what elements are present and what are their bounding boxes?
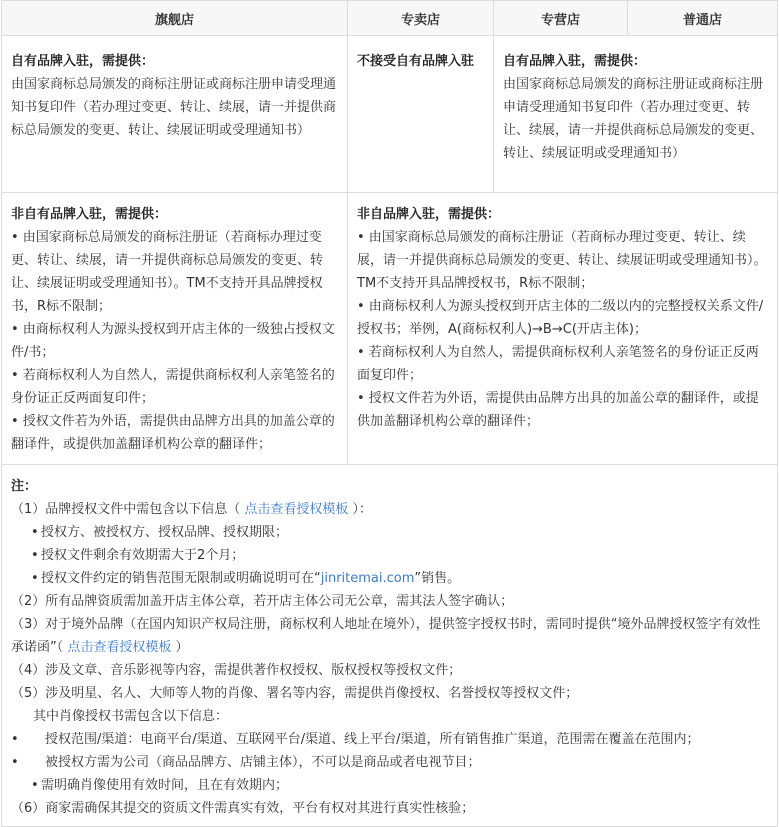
- brand-qualification-table: [1, 0, 778, 827]
- note-1-suffix: ）：: [348, 502, 373, 517]
- list-item: • 若商标权利人为自然人，需提供商标权利人亲笔签名的身份证正反两面复印件；: [11, 368, 335, 406]
- own-brand-flagship-text: 由国家商标总局颁发的商标注册证或商标注册申请受理通知书复印件（若办理过变更、转让、续展，请一并提供商标总局颁发的变更、转让、续展证明或受理通知书）: [11, 77, 337, 138]
- qualification-document: [1, 0, 777, 824]
- note-3: [11, 613, 768, 659]
- note-3-suffix: ）: [171, 640, 189, 655]
- own-brand-other-text: 由国家商标总局颁发的商标注册证或商标注册申请受理通知书复印件（若办理过变更、转让、续展，请一并提供商标总局颁发的变更、转让、续展证明或受理通知书）: [503, 77, 764, 161]
- table-header-row: [2, 1, 778, 36]
- header-franchise: 专营店: [494, 1, 628, 36]
- non-own-brand-flagship-cell: [2, 193, 348, 465]
- own-brand-specialty-cell: [348, 36, 494, 193]
- note-6: （6）商家需确保其提交的资质文件需真实有效，平台有权对其进行真实性核验；: [11, 801, 475, 816]
- note-4: （4）涉及文章、音乐影视等内容，需提供著作权授权、版权授权等授权文件；: [11, 663, 462, 678]
- non-own-brand-row: [2, 193, 778, 465]
- own-brand-flagship-cell: [2, 36, 348, 193]
- list-item: [11, 567, 768, 590]
- note-5-subtitle: 其中肖像授权书需包含以下信息：: [33, 709, 229, 724]
- list-item: • 授权文件若为外语，需提供由品牌方出具的加盖公章的翻译件，或提供加盖翻译机构公章的翻译件；: [357, 391, 759, 429]
- list-item: • 由国家商标总局颁发的商标注册证（若商标办理过变更、转让、续展，请一并提供商标总局颁发的变更、转让、续展证明或受理通知书）。TM不支持开具品牌授权书，R标不限制；: [357, 230, 767, 291]
- jinritemai-link[interactable]: jinritemai.com: [320, 571, 415, 586]
- own-brand-other-title: 自有品牌入驻，需提供：: [503, 54, 647, 69]
- notes-cell: [2, 465, 778, 827]
- list-item: • 由国家商标总局颁发的商标注册证（若商标办理过变更、转让、续展，请一并提供商标总局颁发的变更、转让、续展证明或受理通知书）。TM不支持开具品牌授权书，R标不限制；: [11, 230, 324, 314]
- list-item: • 若商标权利人为自然人，需提供商标权利人亲笔签名的身份证正反两面复印件；: [357, 345, 759, 383]
- view-template-link-1[interactable]: 点击查看授权模板: [244, 502, 349, 517]
- list-item: • 需明确肖像使用有效时间，且在有效期内；: [11, 774, 768, 797]
- own-brand-flagship-title: 自有品牌入驻，需提供：: [11, 54, 155, 69]
- header-specialty: 专卖店: [348, 1, 494, 36]
- note-1-item3-prefix: 授权文件约定的销售范围无限制或明确说明可在“: [41, 571, 321, 586]
- own-brand-specialty-title: 不接受自有品牌入驻: [357, 54, 475, 69]
- list-item: • 被授权方需为公司（商品品牌方、店铺主体），不可以是商品或者电视节目；: [11, 751, 768, 774]
- list-item: • 授权文件若为外语，需提供由品牌方出具的加盖公章的翻译件，或提供加盖翻译机构公章的翻译件；: [11, 414, 335, 452]
- own-brand-row: [2, 36, 778, 193]
- list-item: • 授权范围/渠道：电商平台/渠道、互联网平台/渠道、线上平台/渠道，所有销售推广渠道，范围需在覆盖在范围内；: [11, 728, 768, 751]
- header-regular: 普通店: [628, 1, 778, 36]
- notes-title: 注：: [11, 479, 38, 494]
- non-own-other-title: 非自品牌入驻，需提供：: [357, 207, 501, 222]
- non-own-flagship-title: 非自有品牌入驻，需提供：: [11, 207, 168, 222]
- note-2: （2）所有品牌资质需加盖开店主体公章，若开店主体公司无公章，需其法人签字确认；: [11, 594, 514, 609]
- non-own-brand-other-cell: [348, 193, 778, 465]
- note-5: （5）涉及明星、名人、大师等人物的肖像、署名等内容，需提供肖像授权、名誉授权等授权文件；: [11, 686, 579, 701]
- note-3-prefix: （3）对于境外品牌（在国内知识产权局注册，商标权利人地址在境外），提供签字授权书时，需同时提供“境外品牌授权签字有效性承诺函”（: [11, 617, 761, 655]
- notes-row: [2, 465, 778, 827]
- note-1-item3-suffix: ”销售。: [414, 571, 461, 586]
- note-1-prefix: （1）品牌授权文件中需包含以下信息（: [11, 502, 245, 517]
- list-item: • 由商标权利人为源头授权到开店主体的一级独占授权文件/书；: [11, 322, 335, 360]
- list-item: • 授权文件剩余有效期需大于2个月；: [11, 544, 768, 567]
- view-template-link-2[interactable]: 点击查看授权模板: [67, 640, 172, 655]
- header-flagship: 旗舰店: [2, 1, 348, 36]
- list-item: • 授权方、被授权方、授权品牌、授权期限；: [11, 521, 768, 544]
- own-brand-other-cell: [494, 36, 778, 193]
- list-item: • 由商标权利人为源头授权到开店主体的二级以内的完整授权关系文件/授权书；举例，A(商标权利人)→B→C(开店主体)；: [357, 299, 764, 337]
